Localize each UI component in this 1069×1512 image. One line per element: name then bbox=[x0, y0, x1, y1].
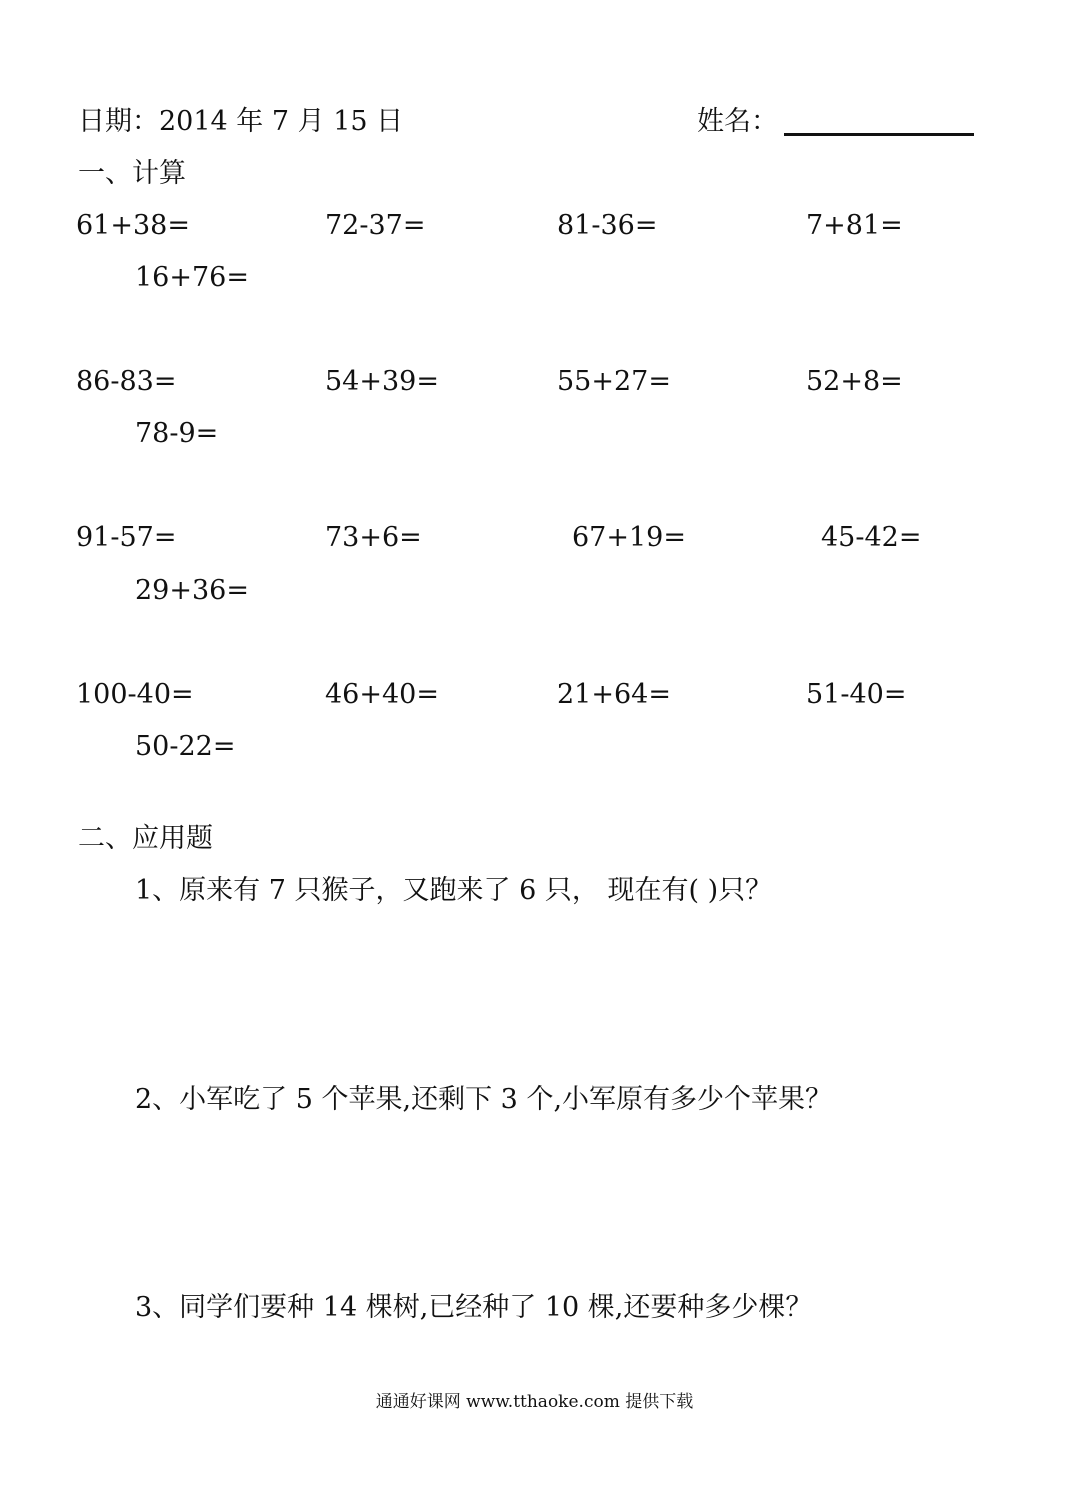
problem: 7+81= bbox=[806, 210, 903, 241]
problem: 54+39= bbox=[325, 366, 439, 397]
name-label: 姓名： bbox=[697, 106, 778, 137]
problem: 86-83= bbox=[76, 366, 177, 397]
problem-extra: 78-9= bbox=[135, 418, 219, 449]
problem-extra: 16+76= bbox=[135, 262, 249, 293]
word-problem-3: 3、同学们要种 14 棵树,已经种了 10 棵,还要种多少棵？ bbox=[135, 1292, 813, 1323]
problem: 72-37= bbox=[325, 210, 426, 241]
problem-extra: 29+36= bbox=[135, 575, 249, 606]
problem: 67+19= bbox=[572, 522, 686, 553]
problem: 45-42= bbox=[821, 522, 922, 553]
problem: 91-57= bbox=[76, 522, 177, 553]
section-title-calculation: 一、计算 bbox=[78, 158, 186, 189]
problem: 100-40= bbox=[76, 679, 194, 710]
date-label: 日期：2014 年 7 月 15 日 bbox=[78, 106, 404, 137]
problem: 81-36= bbox=[557, 210, 658, 241]
section-title-word-problems: 二、应用题 bbox=[78, 823, 213, 854]
problem: 52+8= bbox=[806, 366, 903, 397]
word-problem-1: 1、原来有 7 只猴子，又跑来了 6 只， 现在有( )只？ bbox=[135, 875, 773, 906]
problem: 61+38= bbox=[76, 210, 190, 241]
problem: 73+6= bbox=[325, 522, 422, 553]
problem: 46+40= bbox=[325, 679, 439, 710]
name-blank-line bbox=[784, 133, 974, 136]
footer-source: 通通好课网 www.tthaoke.com 提供下载 bbox=[375, 1392, 694, 1412]
problem: 51-40= bbox=[806, 679, 907, 710]
problem: 55+27= bbox=[557, 366, 671, 397]
word-problem-2: 2、小军吃了 5 个苹果,还剩下 3 个,小军原有多少个苹果？ bbox=[135, 1084, 833, 1115]
problem: 21+64= bbox=[557, 679, 671, 710]
problem-extra: 50-22= bbox=[135, 731, 236, 762]
